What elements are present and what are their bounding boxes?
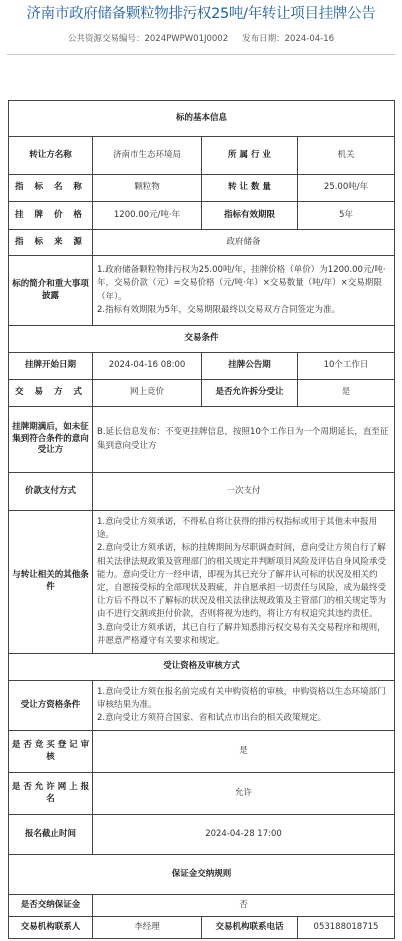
section-qualification: 受让资格及审核方式: [9, 654, 395, 681]
summary-line-2: 2.指标有效期限为5年，交易期限最终以交易双方合同签定为准。: [97, 304, 341, 315]
requirement-1: 1.意向受让方须在报名前完成有关申购资格的审核，申购资格以生态环境部门审核结果为准。: [97, 686, 386, 710]
divider: [7, 54, 395, 55]
extension-value: B.延长信息发布：不变更挂牌信息，按照10个工作日为一个周期延长，直至征集到意向受让方: [93, 407, 395, 473]
source-value: 政府储备: [93, 230, 395, 256]
announcement-table: [8, 100, 395, 939]
split-value: 是: [298, 380, 395, 407]
transferor-label: 转让方名称: [9, 137, 93, 175]
method-label: 交 易 方 式: [9, 380, 93, 407]
online-signup-label: 是 否 允 许 网 上 报 名: [9, 773, 93, 815]
period-label: 挂牌公告期: [202, 353, 298, 380]
review-label: 是 否 竞 买 登 记 审 核: [9, 731, 93, 773]
validity-label: 指标有效期限: [202, 202, 298, 230]
contact-value: 李经理: [93, 917, 202, 939]
requirement-2: 2.意向受让方须符合国家、省和试点市出台的相关政策规定。: [97, 713, 327, 724]
split-label: 是否允许拆分受让: [202, 380, 298, 407]
payment-value: 一次支付: [93, 473, 395, 511]
validity-value: 5年: [298, 202, 395, 230]
target-name-label: 指 标 名 称: [9, 175, 93, 202]
section-basic-info: 标的基本信息: [9, 101, 395, 137]
page-title: 济南市政府储备颗粒物排污权25吨/年转让项目挂牌公告: [26, 6, 376, 22]
meta-line: [0, 32, 402, 44]
section-conditions: 交易条件: [9, 326, 395, 353]
phone-value: 053188018715: [298, 917, 395, 939]
other-condition-2: 2.意向受让方须承诺，标的挂牌期间为尽职调查时间，意向受让方须自行了解相关法律法规政策及管理部门的相关规定并判断项目风险及评估自身风险承受能力。意向受让方一经申请，即视为其已充分了解并认可标的状况及相关约定，自愿接受标的全部现状及瑕疵，并自愿承担一切责任与风险，成为最终受让方后不得以不了解标的状况及相关法律法规政策及主管部门的相关规定等为由不进行交割或拒付价款，否则将视为违约，将让方有权追究其违约责任。: [97, 543, 387, 620]
deposit-label: 是否交纳保证金: [9, 895, 93, 917]
phone-label: 交易机构联系电话: [202, 917, 298, 939]
period-value: 10个工作日: [298, 353, 395, 380]
extension-label: 挂牌期满后，如未征集到符合条件的意向受让方: [9, 407, 93, 473]
industry-value: 机关: [298, 137, 395, 175]
contact-label: 交易机构联系人: [9, 917, 93, 939]
publish-date: 发布日期：2024-04-16: [242, 34, 335, 44]
summary-line-1: 1.政府储备颗粒物排污权为25.00吨/年，挂牌价格（单价）为1200.00元/吨·年，交易价款（元）=交易价格（元/吨·年）×交易数量（吨/年）×交易期限（年）。: [97, 265, 386, 302]
serial-number: 公共资源交易编号：2024PWPW01J0002: [67, 34, 229, 44]
quantity-label: 转 让 数 量: [202, 175, 298, 202]
other-condition-1: 1.意向受让方须承诺，不得私自将让获得的排污权指标或用于其他未申报用途。: [97, 517, 378, 541]
start-date-value: 2024-04-16 08:00: [93, 353, 202, 380]
summary-label: 标的简介和重大事项披露: [9, 256, 93, 326]
target-name-value: 颗粒物: [93, 175, 202, 202]
payment-label: 价款支付方式: [9, 473, 93, 511]
deadline-label: 报名截止时间: [9, 815, 93, 855]
price-label: 挂 牌 价 格: [9, 202, 93, 230]
online-signup-value: 允许: [93, 773, 395, 815]
section-deposit: 保证金交纳规则: [9, 855, 395, 895]
quantity-value: 25.00吨/年: [298, 175, 395, 202]
method-value: 网上竞价: [93, 380, 202, 407]
source-label: 指 标 来 源: [9, 230, 93, 256]
requirement-label: 受让方资格条件: [9, 681, 93, 731]
review-value: 是: [93, 731, 395, 773]
transferor-value: 济南市生态环境局: [93, 137, 202, 175]
price-value: 1200.00元/吨·年: [93, 202, 202, 230]
deposit-value: 否: [93, 895, 395, 917]
other-condition-3: 3.意向受让方须承诺，其已自行了解并知悉排污权交易有关交易程序和规则，并愿意严格遵守有关要求和规定。: [97, 622, 386, 646]
summary-text: [93, 256, 395, 326]
requirement-text: [93, 681, 395, 731]
other-conditions-text: [93, 511, 395, 654]
other-conditions-label: 与转让相关的其他条件: [9, 511, 93, 654]
deadline-value: 2024-04-28 17:00: [93, 815, 395, 855]
industry-label: 所 属 行 业: [202, 137, 298, 175]
start-date-label: 挂牌开始日期: [9, 353, 93, 380]
